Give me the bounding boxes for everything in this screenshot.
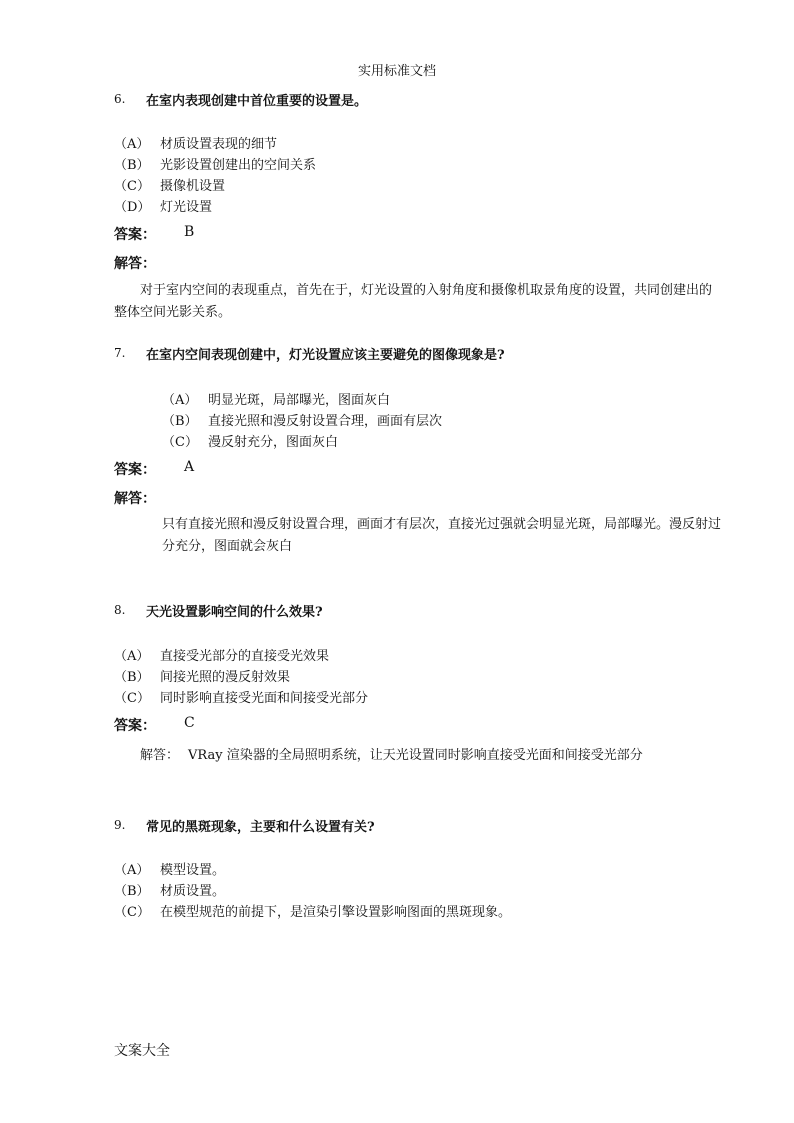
- option-text: 模型设置。: [160, 863, 226, 878]
- question-text: 在室内空间表现创建中，灯光设置应该主要避免的图像现象是?: [146, 348, 505, 363]
- page-header-title: 实用标准文档: [357, 64, 436, 79]
- option-text: 在模型规范的前提下，是渲染引擎设置影响图面的黑斑现象。: [160, 905, 512, 920]
- answer-label: 答案：: [114, 718, 156, 734]
- explanation-label: 解答：: [140, 748, 180, 763]
- question-number: 8.: [114, 603, 126, 617]
- explanation-text: 只有直接光照和漫反射设置合理，画面才有层次，直接光过强就会明显光斑，局部曝光。漫反射过分充分，图面就会灰白: [162, 517, 722, 554]
- question-number: 6.: [114, 92, 126, 106]
- option-label: （B）: [114, 158, 150, 173]
- answer-value: C: [184, 715, 195, 731]
- option-text: 间接光照的漫反射效果: [160, 670, 291, 685]
- question-number: 7.: [114, 346, 126, 360]
- explanation-label: 解答：: [114, 491, 156, 507]
- option-text: 漫反射充分，图面灰白: [208, 435, 339, 450]
- answer-label: 答案：: [114, 227, 156, 243]
- option-label: （C）: [114, 691, 150, 706]
- option-label: （B）: [114, 670, 150, 685]
- option-label: （A）: [162, 393, 198, 408]
- explanation-text: 对于室内空间的表现重点，首先在于，灯光设置的入射角度和摄像机取景角度的设置，共同创建出的整体空间光影关系。: [114, 283, 713, 320]
- option-label: （C）: [114, 179, 150, 194]
- option-label: （A）: [114, 649, 150, 664]
- option-text: 直接光照和漫反射设置合理，画面有层次: [208, 414, 443, 429]
- option-text: 材质设置。: [160, 884, 226, 899]
- question-text: 常见的黑斑现象，主要和什么设置有关?: [146, 820, 375, 835]
- option-text: 同时影响直接受光面和间接受光部分: [160, 691, 369, 706]
- option-label: （A）: [114, 137, 150, 152]
- option-text: 直接受光部分的直接受光效果: [160, 649, 330, 664]
- option-label: （B）: [114, 884, 150, 899]
- option-text: 摄像机设置: [160, 179, 226, 194]
- page-footer-text: 文案大全: [114, 1043, 170, 1059]
- explanation-text: VRay 渲染器的全局照明系统，让天光设置同时影响直接受光面和间接受光部分: [188, 748, 643, 763]
- option-label: （D）: [114, 200, 151, 215]
- option-text: 灯光设置: [160, 200, 213, 215]
- option-label: （A）: [114, 863, 150, 878]
- answer-value: A: [184, 459, 195, 475]
- option-text: 光影设置创建出的空间关系: [160, 158, 317, 173]
- answer-label: 答案：: [114, 462, 156, 478]
- option-label: （C）: [114, 905, 150, 920]
- question-text: 在室内表现创建中首位重要的设置是。: [146, 94, 368, 109]
- option-text: 明显光斑，局部曝光，图面灰白: [208, 393, 391, 408]
- option-label: （B）: [162, 414, 198, 429]
- option-text: 材质设置表现的细节: [160, 137, 278, 152]
- explanation-label: 解答：: [114, 256, 156, 272]
- question-text: 天光设置影响空间的什么效果?: [146, 605, 323, 620]
- question-number: 9.: [114, 818, 126, 832]
- answer-value: B: [184, 224, 195, 240]
- option-label: （C）: [162, 435, 198, 450]
